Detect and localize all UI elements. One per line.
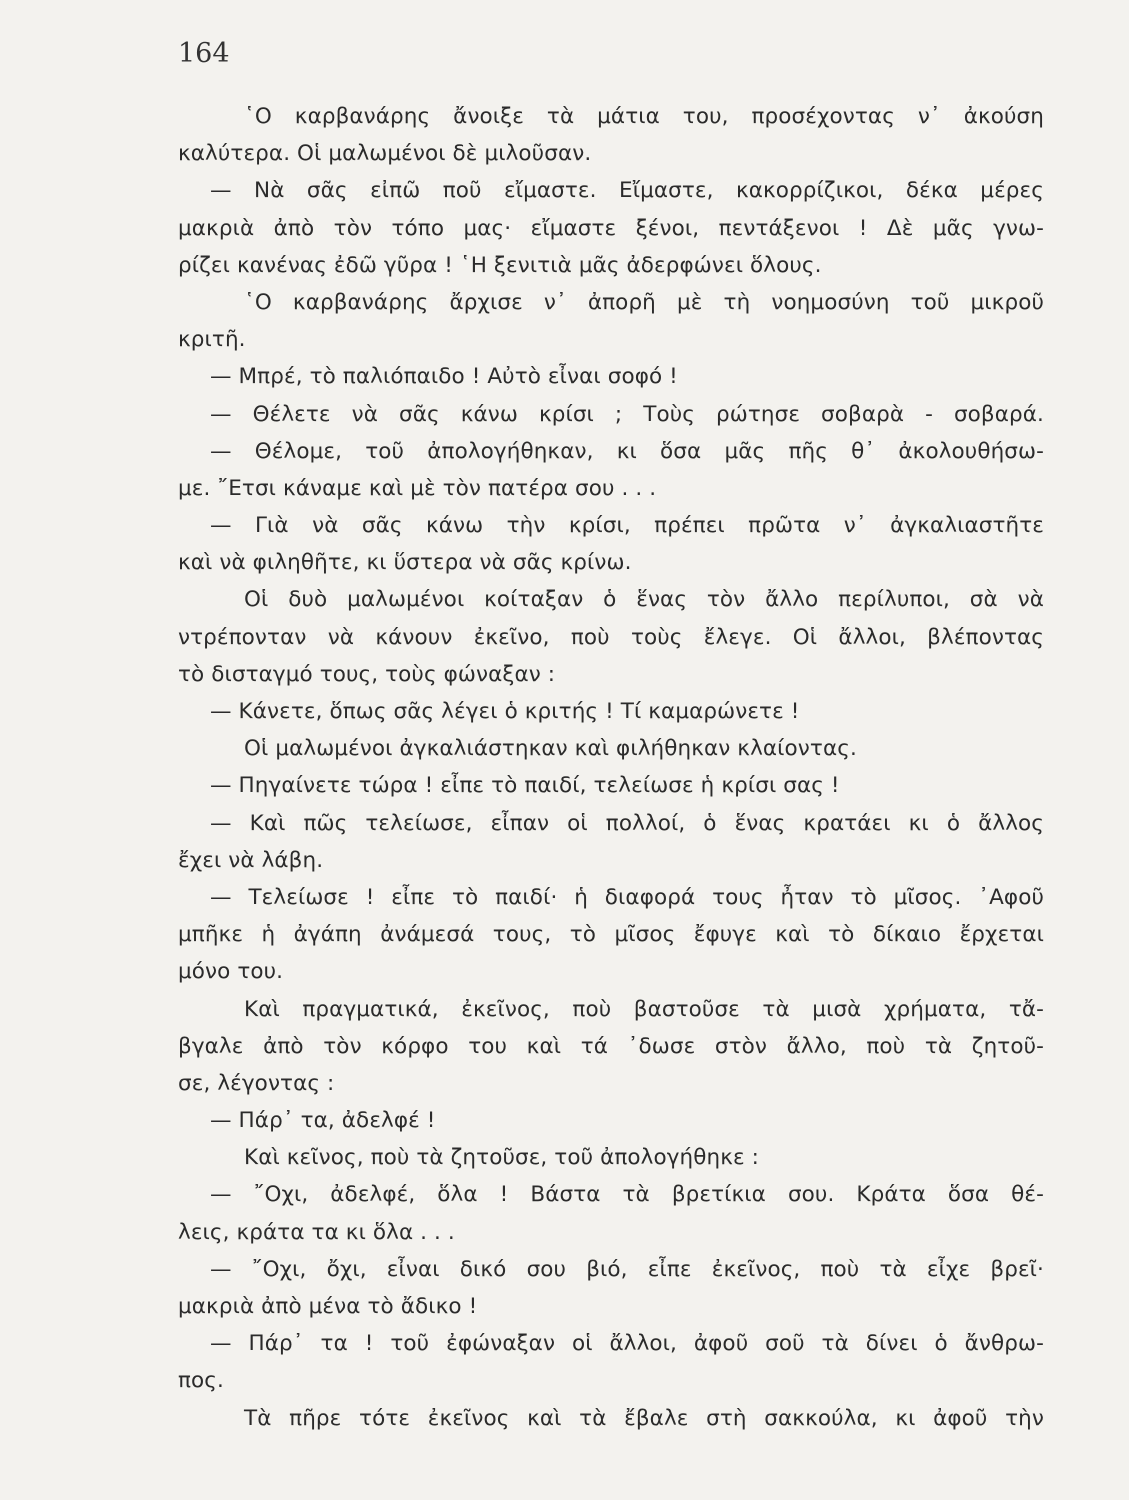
text-line: μακριὰ ἀπὸ τὸν τόπο μας· εἴμαστε ξένοι, πεντάξενοι ! Δὲ μᾶς γνω- (178, 215, 1044, 241)
text-line: καὶ νὰ φιληθῆτε, κι ὕστερα νὰ σᾶς κρίνω. (178, 550, 632, 576)
body-text (178, 98, 1044, 1437)
text-line: ῾Ο καρβανάρης ἄνοιξε τὰ μάτια του, προσέχοντας ν᾿ ἀκούση (244, 104, 1044, 129)
text-line: πος. (178, 1368, 224, 1394)
text-line: — Θέλετε νὰ σᾶς κάνω κρίσι ; Τοὺς ρώτησε σοβαρὰ - σοβαρά. (210, 401, 1044, 427)
text-line: με. ῎Ετσι κάναμε καὶ μὲ τὸν πατέρα σου . . . (178, 475, 657, 501)
text-line: Τὰ πῆρε τότε ἐκεῖνος καὶ τὰ ἔβαλε στὴ σακκούλα, κι ἀφοῦ τὴν (244, 1405, 1044, 1431)
text-line: μπῆκε ἡ ἀγάπη ἀνάμεσά τους, τὸ μῖσος ἔφυγε καὶ τὸ δίκαιο ἔρχεται (178, 922, 1044, 948)
text-line: Καὶ κεῖνος, ποὺ τὰ ζητοῦσε, τοῦ ἀπολογήθηκε : (244, 1145, 760, 1171)
text-line: ρίζει κανένας ἐδῶ γῦρα ! ῾Η ξενιτιὰ μᾶς ἀδερφώνει ὅλους. (178, 252, 822, 278)
text-line: καλύτερα. Οἱ μαλωμένοι δὲ μιλοῦσαν. (178, 141, 592, 167)
text-line: — Τελείωσε ! εἶπε τὸ παιδί· ἡ διαφορά τους ἦταν τὸ μῖσος. ᾿Αφοῦ (210, 884, 1044, 910)
text-line: Οἱ δυὸ μαλωμένοι κοίταξαν ὁ ἕνας τὸν ἄλλο περίλυποι, σὰ νὰ (244, 587, 1044, 613)
text-line: — ῎Οχι, ἀδελφέ, ὅλα ! Βάστα τὰ βρετίκια σου. Κράτα ὅσα θέ- (210, 1182, 1044, 1208)
text-line: ντρέπονταν νὰ κάνουν ἐκεῖνο, ποὺ τοὺς ἔλεγε. Οἱ ἄλλοι, βλέποντας (178, 624, 1044, 650)
text-line: λεις, κράτα τα κι ὅλα . . . (178, 1219, 455, 1245)
text-line: — Πάρ᾿ τα, ἀδελφέ ! (210, 1108, 436, 1134)
text-line: τὸ δισταγμό τους, τοὺς φώναξαν : (178, 661, 556, 687)
text-line: — Πηγαίνετε τώρα ! εἶπε τὸ παιδί, τελείωσε ἡ κρίσι σας ! (210, 773, 840, 799)
text-line: — Θέλομε, τοῦ ἀπολογήθηκαν, κι ὅσα μᾶς πῆς θ᾿ ἀκολουθήσω- (210, 438, 1044, 464)
text-line: βγαλε ἀπὸ τὸν κόρφο του καὶ τά ᾿δωσε στὸν ἄλλο, ποὺ τὰ ζητοῦ- (178, 1033, 1044, 1059)
text-line: μακριὰ ἀπὸ μένα τὸ ἄδικο ! (178, 1294, 478, 1319)
text-line: ἔχει νὰ λάβη. (178, 847, 324, 873)
text-line: ῾Ο καρβανάρης ἄρχισε ν᾿ ἀπορῆ μὲ τὴ νοημοσύνη τοῦ μικροῦ (244, 289, 1044, 315)
text-line: — Γιὰ νὰ σᾶς κάνω τὴν κρίσι, πρέπει πρῶτα ν᾿ ἀγκαλιαστῆτε (210, 513, 1044, 539)
text-line: σε, λέγοντας : (178, 1070, 335, 1096)
page-number: 164 (178, 38, 230, 69)
text-line: Καὶ πραγματικά, ἐκεῖνος, ποὺ βαστοῦσε τὰ μισὰ χρήματα, τἄ- (244, 996, 1044, 1022)
text-line: — Νὰ σᾶς εἰπῶ ποῦ εἴμαστε. Εἴμαστε, κακορρίζικοι, δέκα μέρες (210, 178, 1044, 204)
text-line: — Καὶ πῶς τελείωσε, εἶπαν οἱ πολλοί, ὁ ἕνας κρατάει κι ὁ ἄλλος (210, 810, 1044, 836)
text-line: μόνο του. (178, 959, 284, 985)
text-line: — Πάρ᾿ τα ! τοῦ ἐφώναξαν οἱ ἄλλοι, ἀφοῦ σοῦ τὰ δίνει ὁ ἄνθρω- (210, 1331, 1044, 1357)
text-line: — Κάνετε, ὅπως σᾶς λέγει ὁ κριτής ! Τί καμαρώνετε ! (210, 699, 800, 724)
text-line: κριτῆ. (178, 327, 246, 353)
text-line: — Μπρέ, τὸ παλιόπαιδο ! Αὐτὸ εἶναι σοφό ! (210, 364, 678, 390)
text-line: Οἱ μαλωμένοι ἀγκαλιάστηκαν καὶ φιλήθηκαν κλαίοντας. (244, 736, 857, 762)
text-line: — ῎Οχι, ὄχι, εἶναι δικό σου βιό, εἶπε ἐκεῖνος, ποὺ τὰ εἶχε βρεῖ· (210, 1256, 1044, 1282)
